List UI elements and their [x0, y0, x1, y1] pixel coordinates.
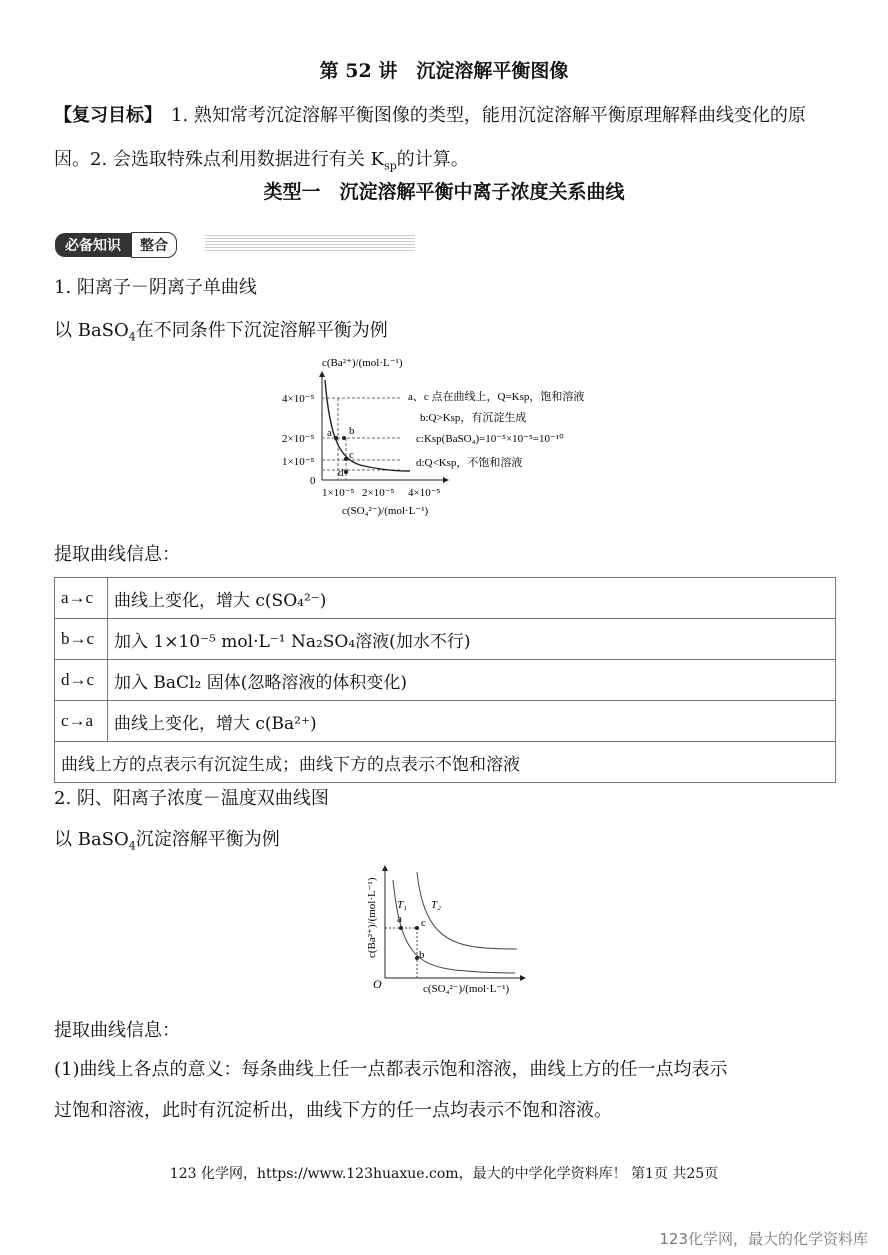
section1-example: 以 BaSO$_4$在不同条件下沉淀溶解平衡为例 — [54, 320, 388, 344]
chart1-ylabel: c(Ba²⁺)/(mol·L⁻¹) — [322, 357, 403, 369]
section2-heading: 2. 阴、阳离子浓度－温度双曲线图 — [54, 788, 329, 809]
table-row — [55, 742, 836, 783]
section2-example: 以 BaSO$_4$沉淀溶解平衡为例 — [54, 829, 280, 853]
chart2-xlabel: c(SO₄²⁻)/(mol·L⁻¹) — [423, 983, 510, 995]
chart1-ytick-2: 2×10⁻⁵ — [282, 433, 315, 445]
chart1-point-d: d — [338, 467, 344, 479]
chart1-ytick-4: 4×10⁻⁵ — [282, 393, 315, 405]
section1-extract: 提取曲线信息： — [54, 544, 180, 565]
type1-heading: 类型一 沉淀溶解平衡中离子浓度关系曲线 — [263, 181, 625, 203]
table-footer: 曲线上方的点表示有沉淀生成；曲线下方的点表示不饱和溶液 — [55, 742, 836, 783]
chart2-origin: O — [373, 977, 382, 991]
goal-tail: 的计算。 — [396, 149, 469, 170]
table-row: d→c 加入 BaCl₂ 固体(忽略溶液的体积变化) — [55, 660, 836, 701]
section1-heading: 1. 阳离子－阴离子单曲线 — [54, 277, 257, 298]
chart1-point-c: c — [349, 449, 354, 461]
chart1-xtick-1: 1×10⁻⁵ — [322, 487, 355, 499]
chart1-xtick-4: 4×10⁻⁵ — [408, 487, 441, 499]
page-footer: 123 化学网，https://www.123huaxue.com，最大的中学化学资料库！ 第1页 共25页 — [169, 1166, 719, 1182]
chart2-curve-t2: T₂ — [431, 899, 441, 911]
chart2-curve-t1: T₁ — [397, 899, 407, 911]
chart1-note-1: a、c 点在曲线上，Q=Ksp，饱和溶液 — [408, 391, 585, 403]
chart1-xlabel: c(SO₄²⁻)/(mol·L⁻¹) — [342, 505, 429, 517]
chart1-ytick-0: 0 — [310, 475, 316, 487]
section2-extract: 提取曲线信息： — [54, 1020, 180, 1041]
page-title: 第 52 讲 沉淀溶解平衡图像 — [319, 60, 569, 82]
table-row: c→a 曲线上变化，增大 c(Ba²⁺) — [55, 701, 836, 742]
chart1-point-a: a — [327, 427, 332, 439]
chart2-point-a: a — [397, 913, 402, 925]
paragraph-1-line-1: (1)曲线上各点的意义：每条曲线上任一点都表示饱和溶液，曲线上方的任一点均表示 — [54, 1059, 728, 1080]
curve-info-table — [54, 577, 836, 783]
chart1-point-b: b — [349, 425, 355, 437]
watermark: 123化学网，最大的化学资料库 — [659, 1230, 868, 1248]
chart1-ytick-1: 1×10⁻⁵ — [282, 456, 315, 468]
chart2-point-b: b — [419, 949, 425, 961]
badge-right: 整合 — [131, 232, 177, 258]
goal-text: 1. 熟知常考沉淀溶解平衡图像的类型，能用沉淀溶解平衡原理解释曲线变化的原因。2. 会选取特殊点利用数据进行有关 K — [54, 105, 806, 170]
chart-ba-so4-double-curve — [345, 860, 535, 1005]
review-goals — [54, 94, 834, 189]
chart1-xtick-2: 2×10⁻⁵ — [362, 487, 395, 499]
badge-left: 必备知识 — [55, 233, 131, 257]
table-row: a→c 曲线上变化，增大 c(SO₄²⁻) — [55, 578, 836, 619]
chart-ba-so4-single-curve — [270, 350, 630, 525]
chart1-note-3: c:Ksp(BaSO₄)=10⁻⁵×10⁻⁵=10⁻¹⁰ — [416, 433, 564, 445]
chart1-note-2: b:Q>Ksp，有沉淀生成 — [420, 412, 527, 424]
knowledge-badge — [55, 232, 177, 254]
ksp-subscript: sp — [384, 159, 397, 173]
badge-stripe — [205, 235, 415, 251]
paragraph-1-line-2: 过饱和溶液，此时有沉淀析出，曲线下方的任一点均表示不饱和溶液。 — [54, 1100, 612, 1121]
chart2-point-c: c — [421, 917, 426, 929]
chart1-note-4: d:Q<Ksp，不饱和溶液 — [416, 457, 523, 469]
table-row: b→c 加入 1×10⁻⁵ mol·L⁻¹ Na₂SO₄溶液(加水不行) — [55, 619, 836, 660]
chart2-ylabel: c(Ba²⁺)/(mol·L⁻¹) — [366, 877, 378, 958]
goal-label: 【复习目标】 — [54, 105, 153, 126]
